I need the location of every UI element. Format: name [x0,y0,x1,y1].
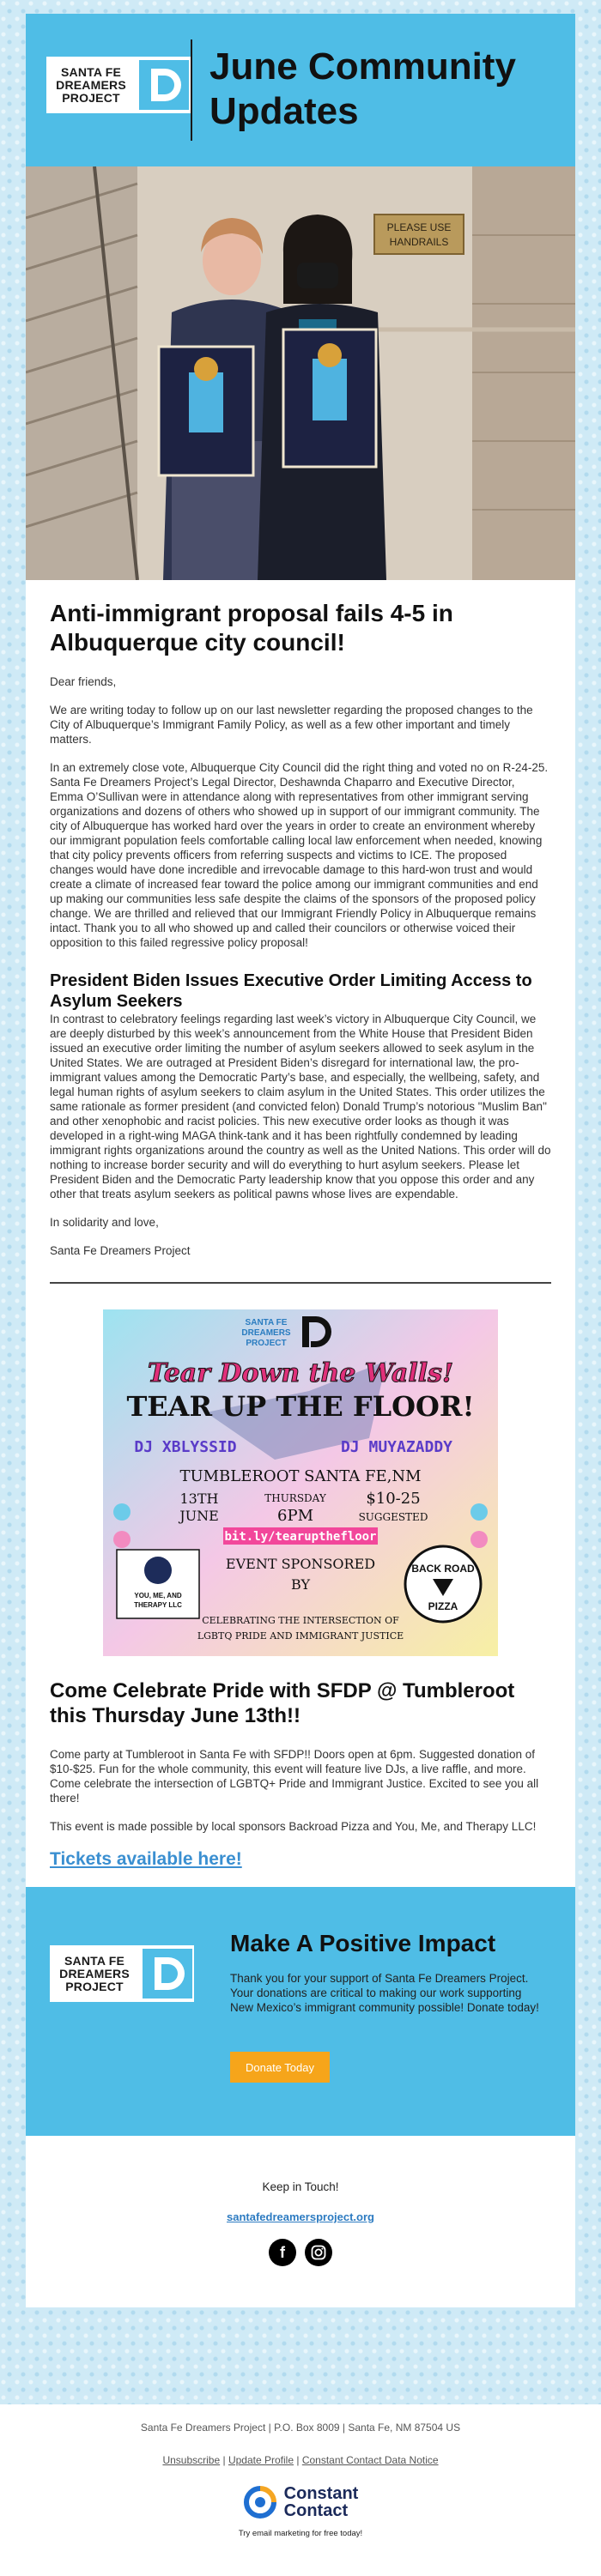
unsubscribe-link[interactable]: Unsubscribe [162,2454,221,2466]
event-paragraph: Come party at Tumbleroot in Santa Fe with SFDP!! Doors open at 6pm. Suggested donation of $10-$25. Fun for the whole community, this event will feature live DJs, a live raffle, and more. Come celebrate the intersection of LGBTQ+ Pride and Immigrant Justice. Excited to see you all there! [50,1748,539,1805]
flyer-dj-2: DJ MUYAZADDY [340,1438,453,1456]
event-flyer[interactable] [103,1309,498,1656]
logo-mark-icon [143,1949,192,1999]
update-profile-link[interactable]: Update Profile [228,2454,294,2466]
keep-title: Keep in Touch! [262,2180,339,2193]
instagram-icon[interactable] [305,2239,332,2266]
social-links [26,2239,575,2266]
article-paragraph: In an extremely close vote, Albuquerque City Council did the right thing and voted no on R-24-25. Santa Fe Dreamers Project’s Legal Director, Deshawnda Chaparro and Executive Director, Emma O’Sullivan were in attendance along with representatives from other immigrant serving organizations and dozens of others who showed up in support of our immigrant community. The city of Albuquerque has worked hard over the years in order to create an environment whereby our immigrant population feels comfortable calling local law enforcement when needed, knowing that city policy prevents officers from referring suspects and victims to ICE. The proposed changes would have done incredible and irrevocable damage to this hard-won trust and would create a climate of increased fear toward the police among our immigrant communities and end up making our communities less safe despite the claims of the sponsors of the proposed policy change. We are thrilled and relieved that our Immigrant Friendly Policy in Albuquerque remains intact. Thank you to all who showed up and called their councilors or otherwise voiced their opposition to this failed regressive policy proposal! [50,761,549,949]
separator: | [222,2454,226,2466]
flyer-headline-2: TEAR UP THE FLOOR! [126,1390,475,1423]
flyer-date: JUNE [179,1508,219,1524]
sign-line-2: HANDRAILS [389,236,449,248]
section-divider [50,1282,551,1284]
header-banner [26,14,575,166]
flyer-sponsored: EVENT SPONSORED [225,1556,376,1572]
flyer-celebrating: CELEBRATING THE INTERSECTION OF [202,1615,399,1626]
data-notice-link[interactable]: Constant Contact Data Notice [301,2454,439,2466]
separator: | [296,2454,300,2466]
impact-text: Thank you for your support of Santa Fe Dreamers Project. Your donations are critical to making our work supporting New Mexico’s immigrant community possible! Donate today! [230,1972,539,2014]
main-content [26,580,575,1887]
logo-mark-icon [139,60,189,110]
page-title: June Community Updates [209,45,516,132]
flyer-sponsored: BY [290,1576,311,1593]
website-link[interactable]: santafedreamersproject.org [227,2210,374,2223]
flyer-dj-1: DJ XBLYSSID [134,1438,237,1456]
flyer-link: bit.ly/tearupthefloor [224,1530,377,1544]
donate-button[interactable]: Donate Today [230,2052,330,2083]
sponsor-therapy: THERAPY LLC [134,1601,182,1609]
flyer-venue: TUMBLEROOT SANTA FE,NM [179,1467,422,1485]
email-footer [0,2404,601,2576]
logo-text: SANTA FE DREAMERS PROJECT [56,64,126,105]
event-paragraph: This event is made possible by local sponsors Backroad Pizza and You, Me, and Therapy LLC! [50,1820,537,1833]
flyer-celebrating: LGBTQ PRIDE AND IMMIGRANT JUSTICE [197,1630,404,1642]
article-paragraph: In contrast to celebratory feelings regarding last week’s victory in Albuquerque City Council, we are deeply disturbed by this week’s announcement from the White House that President Biden issued an executive order limiting the number of asylum seekers allowed to seek asylum in the United States. We are outraged at President Biden’s disregard for international law, the pro-immigrant values among the Democratic Party’s base, and especially, the wellbeing, safety, and legal human rights of asylum seekers to claim asylum in the United States. This order utilizes the same rationale as former president (and convicted felon) Donald Trump’s notorious "Muslim Ban" and other xenophobic and racist policies. This new executive order looks as though it was developed in a right-wing MAGA think-tank and it has been rightfully condemned by leading immigrant rights organizations around the country as well as the United Nations. This order will do nothing to increase border security and will do everything to hurt asylum seekers. Please let President Biden and the Democratic Party leadership know that you oppose this order and any other that treats asylum seekers as political pawns whose lives are expendable. [50,1013,551,1200]
sfdp-logo-footer[interactable] [50,1945,194,2002]
keep-in-touch [26,2136,575,2307]
sponsor-therapy: YOU, ME, AND [134,1592,182,1599]
hero-photo [26,166,575,580]
sponsor-pizza: BACK ROAD [411,1563,475,1575]
header-divider [191,39,192,141]
closing: In solidarity and love, [50,1216,159,1229]
donate-section [26,1887,575,2136]
constant-contact-logo[interactable] [243,2485,359,2519]
logo-text: SANTA FE DREAMERS PROJECT [59,1953,130,1993]
footer-links [0,2454,601,2466]
flyer-time: 6PM [277,1507,313,1525]
email-container [26,14,575,2307]
constant-contact-wordmark: Constant Contact [283,2484,359,2520]
flyer-headline-1: Tear Down the Walls! [147,1358,454,1388]
cc-tagline: Try email marketing for free today! [238,2529,363,2538]
article-title-council: Anti-immigrant proposal fails 4-5 in Albuquerque city council! [50,600,453,656]
sign-line-1: PLEASE USE [386,221,452,233]
flyer-logo-line: PROJECT [246,1339,287,1348]
article-paragraph: We are writing today to follow up on our last newsletter regarding the proposed changes to the City of Albuquerque’s Immigrant Family Policy, as well as a few other important and timely matters. [50,704,533,746]
flyer-logo-line: DREAMERS [241,1328,291,1338]
event-title: Come Celebrate Pride with SFDP @ Tumbleroot this Thursday June 13th!! [50,1679,515,1727]
sponsor-pizza: PIZZA [428,1600,458,1612]
impact-title: Make A Positive Impact [230,1930,496,1956]
flyer-logo-line: SANTA FE [245,1318,288,1327]
article-title-asylum: President Biden Issues Executive Order Limiting Access to Asylum Seekers [50,971,532,1011]
sfdp-logo[interactable] [46,57,191,113]
footer-address: Santa Fe Dreamers Project | P.O. Box 8009 | Santa Fe, NM 87504 US [140,2422,461,2434]
signature: Santa Fe Dreamers Project [50,1244,191,1257]
flyer-date: 13TH [179,1491,219,1507]
constant-contact-icon [243,2485,277,2519]
flyer-day: THURSDAY [264,1492,326,1504]
flyer-price-note: SUGGESTED [358,1511,428,1523]
flyer-price: $10-25 [366,1490,421,1508]
greeting: Dear friends, [50,675,117,688]
facebook-icon[interactable]: f [269,2239,296,2266]
tickets-link[interactable]: Tickets available here! [50,1849,242,1869]
